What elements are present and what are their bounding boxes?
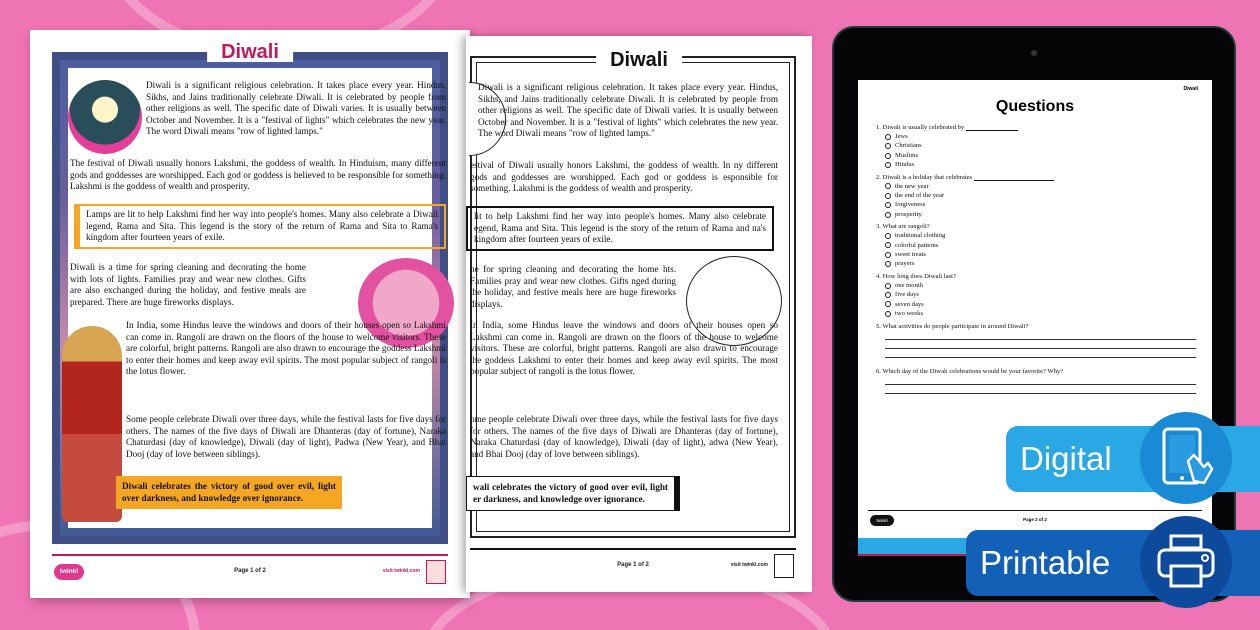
question-6: 6. Which day of the Diwali celebrations would be your favorite? Why?: [876, 368, 1196, 394]
tablet-device: [832, 26, 1236, 602]
page-number: Page 1 of 2: [617, 562, 649, 568]
callout-victory: Diwali celebrates the victory of good over evil, light over darkness, and knowledge over ignorance.: [116, 476, 342, 509]
paragraph-intro: Diwali is a significant religious celebration. It takes place every year. Hindus, Sikhs, and Jains traditionally celebrate Diwali. It is celebrated by people from other religions as well. The specific date of Diwali varies. It is usually between October and November. It is a "festival of lights" which celebrates the new year. The word Diwali means "row of lighted lamps.": [146, 80, 446, 137]
radio-button[interactable]: [885, 212, 891, 218]
page-number: Page 2 of 2: [1023, 517, 1047, 522]
paragraph-five-days: ome people celebrate Diwali over three days, while the festival lasts for five days for others. The names of the five days of Diwali are Dhanteras (day of fortune), Naraka Chaturdasi (day of knowledge), Diwali (day of light), adwa (New Year), and Bhai Dooj (day of love between siblings).: [470, 414, 778, 459]
radio-button[interactable]: [885, 311, 891, 317]
radio-button[interactable]: [885, 252, 891, 258]
answer-line[interactable]: [885, 348, 1196, 349]
quality-badge-icon: [774, 554, 794, 578]
printable-label: Printable: [980, 544, 1111, 581]
option[interactable]: one month: [885, 281, 1196, 290]
option[interactable]: prosperity: [885, 210, 1196, 219]
question-1: 1. Diwali is usually celebrated by Jews Christians Muslims Hindus: [876, 124, 1196, 170]
radio-button[interactable]: [885, 162, 891, 168]
paragraph-celebrations: Diwali is a time for spring cleaning and decorating the home with lots of lights. Families pray and wear new clothes. Gifts are also exchanged during the holiday, and festive meals are prepared. There are huge fireworks displays.: [70, 262, 306, 307]
option[interactable]: sweet treats: [885, 250, 1196, 259]
worksheet-bw-page: [466, 36, 812, 592]
option[interactable]: seven days: [885, 300, 1196, 309]
twinkl-url[interactable]: visit twinkl.com: [730, 562, 768, 568]
screen-header: Diwali: [1183, 86, 1198, 92]
page-footer: [52, 554, 448, 588]
digital-label: Digital: [1020, 440, 1112, 477]
option[interactable]: traditional clothing: [885, 231, 1196, 240]
callout-rama-sita: lit to help Lakshmi find her way into people's homes. Many also celebrate egend, Rama and Sita. This legend is the story of the return of Rama and na's kingdom after fourteen years of exile.: [466, 206, 774, 251]
option[interactable]: Christians: [885, 141, 1196, 150]
question-2: 2. Diwali is a holiday that celebrates the new year the end of the year forgiveness prosperity: [876, 174, 1196, 220]
twinkl-logo: twinkl: [870, 515, 894, 526]
answer-line[interactable]: [885, 393, 1196, 394]
page-footer: [470, 548, 796, 582]
page-number: Page 1 of 2: [234, 568, 266, 574]
printer-icon: [1140, 516, 1232, 608]
paragraph-lakshmi: estival of Diwali usually honors Lakshmi, the goddess of wealth. In ny different gods and goddesses are worshipped. Each god or goddess is esponsible for something. Lakshmi is the goddess of wealth and prosperity.: [470, 160, 778, 194]
question-3: 3. What are rangoli? traditional clothing colorful patterns sweet treats prayers: [876, 223, 1196, 269]
option[interactable]: Hindus: [885, 160, 1196, 169]
twinkl-url[interactable]: visit twinkl.com: [382, 568, 420, 574]
radio-button[interactable]: [885, 193, 891, 199]
answer-line[interactable]: [885, 339, 1196, 340]
paragraph-intro: Diwali is a significant religious celebration. It takes place every year. Hindus, Sikhs, and Jains traditionally celebrate Diwali. It is celebrated by people from other religions as well. The specific date of Diwali varies. It is usually between October and November. It is a "festival of lights" which celebrates the new year. The word Diwali means "row of lighted lamps.": [478, 82, 778, 139]
question-list: [876, 124, 1196, 402]
answer-line[interactable]: [885, 384, 1196, 385]
radio-button[interactable]: [885, 202, 891, 208]
worksheet-color-page: [30, 30, 470, 598]
radio-button[interactable]: [885, 134, 891, 140]
option[interactable]: Jews: [885, 132, 1196, 141]
radio-button[interactable]: [885, 233, 891, 239]
radio-button[interactable]: [885, 283, 891, 289]
paragraph-rangoli: In India, some Hindus leave the windows and doors of their houses open so Lakshmi can come in. Rangoli are drawn on the floors of the house to welcome visitors. These are colorful, bright patterns. Rangoli are also drawn to encourage the goddess Lakshmi to enter their homes and keep away evil spirits. The most popular subject of rangoli is the lotus flower.: [126, 320, 446, 377]
radio-button[interactable]: [885, 292, 891, 298]
question-5: 5. What activities do people participate in around Diwali?: [876, 323, 1196, 358]
screen-footer: [868, 510, 1202, 530]
tablet-touch-icon: [1140, 412, 1232, 504]
paragraph-lakshmi: The festival of Diwali usually honors Lakshmi, the goddess of wealth. In Hinduism, many different gods and goddesses are worshipped. Each god or goddess is believed to be responsible for something. Lakshmi is the goddess of wealth and prosperity.: [70, 158, 446, 192]
option[interactable]: Muslims: [885, 151, 1196, 160]
radio-button[interactable]: [885, 261, 891, 267]
radio-button[interactable]: [885, 153, 891, 159]
diya-lamp-illustration: [68, 80, 142, 154]
callout-rama-sita: Lamps are lit to help Lakshmi find her way into people's homes. Many also celebrate a Diwali legend, Rama and Sita. This legend is the story of the return of Rama and Sita to Rama's kingdom after fourteen years of exile.: [74, 204, 446, 249]
page-title: Diwali: [207, 42, 293, 62]
option[interactable]: two weeks: [885, 309, 1196, 318]
quality-badge-icon: [426, 560, 446, 584]
paragraph-celebrations: ne for spring cleaning and decorating the home hts. Families pray and wear new clothes. Gifts nged during the holiday, and festive meals here are huge fireworks displays.: [470, 264, 676, 309]
radio-button[interactable]: [885, 143, 891, 149]
page-title: Diwali: [596, 50, 682, 70]
paragraph-five-days: Some people celebrate Diwali over three days, while the festival lasts for five days for others. The names of the five days of Diwali are Dhanteras (day of fortune), Naraka Chaturdasi (day of knowledge), Diwali (day of light), Padwa (New Year), and Bhai Dooj (day of love between siblings).: [126, 414, 446, 459]
paragraph-rangoli: In India, some Hindus leave the windows and doors of their houses open so Lakshmi can come in. Rangoli are drawn on the floors of the house to welcome visitors. These are colorful, bright patterns. Rangoli are also drawn to encourage the goddess Lakshmi to enter their homes and keep away evil spirits. The most popular subject of rangoli is the lotus flower.: [470, 320, 778, 377]
option[interactable]: colorful patterns: [885, 241, 1196, 250]
option[interactable]: five days: [885, 290, 1196, 299]
option[interactable]: the new year: [885, 182, 1196, 191]
radio-button[interactable]: [885, 301, 891, 307]
question-4: 4. How long does Diwali last? one month five days seven days two weeks: [876, 273, 1196, 319]
questions-title: Questions: [995, 98, 1075, 115]
camera-icon: [1031, 50, 1037, 56]
radio-button[interactable]: [885, 242, 891, 248]
lakshmi-illustration: [62, 326, 122, 522]
option[interactable]: prayers: [885, 259, 1196, 268]
option[interactable]: the end of the year: [885, 191, 1196, 200]
option[interactable]: forgiveness: [885, 200, 1196, 209]
radio-button[interactable]: [885, 183, 891, 189]
answer-line[interactable]: [885, 357, 1196, 358]
callout-victory: wali celebrates the victory of good over evil, light er darkness, and knowledge over ignorance.: [466, 476, 680, 511]
twinkl-logo: twinkl: [54, 564, 84, 580]
